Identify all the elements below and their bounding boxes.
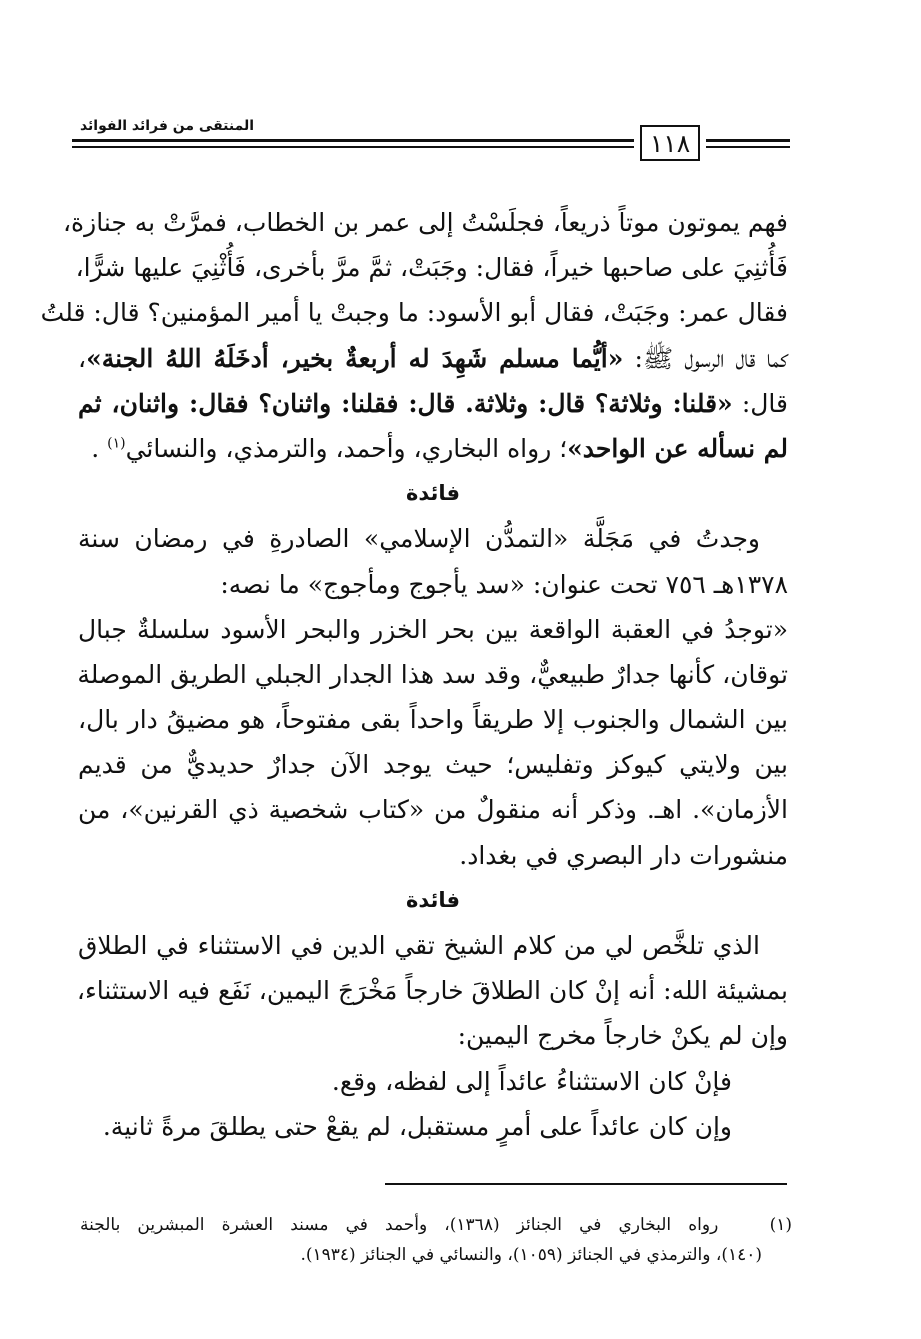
text-fragment: كما قال الرسول ﷺ:	[623, 343, 788, 373]
text-line: فقال عمر: وجَبَتْ، فقال أبو الأسود: ما وجبتْ يا أمير المؤمنين؟ قال: قلتُ	[40, 298, 788, 328]
text-line	[78, 426, 788, 471]
section-heading: فائدة	[405, 481, 461, 506]
running-header-title: المنتقى من فرائد الفوائد	[79, 118, 255, 134]
footnote-line: (١٤٠)، والترمذي في الجنائز (١٠٥٩)، والنسائي في الجنائز (١٩٣٤).	[300, 1245, 762, 1265]
text-line: بين ولايتي كيوكز وتفليس؛ حيث يوجد الآن جدارٌ حديديٌّ من قديم	[78, 750, 788, 780]
text-fragment: .	[91, 433, 100, 463]
text-line: منشورات دار البصري في بغداد.	[459, 840, 788, 870]
footnote-text: رواه البخاري في الجنائز (١٣٦٨)، وأحمد في مسند العشرة المبشرين بالجنة	[80, 1215, 719, 1235]
footnote-reference[interactable]: (١)	[107, 435, 126, 452]
hadith-quote: لم نسأله عن الواحد»	[567, 433, 788, 463]
footnote-marker: (١)	[769, 1215, 792, 1235]
text-fragment: ؛ رواه البخاري، وأحمد، والترمذي، والنسائي	[125, 433, 568, 463]
text-fragment: قال:	[732, 388, 788, 418]
text-line: «توجدُ في العقبة الواقعة بين بحر الخزر والبحر الأسود سلسلةٌ جبال	[78, 614, 788, 644]
text-line: وإن كان عائداً على أمرٍ مستقبل، لم يقعْ حتى يطلقَ مرةً ثانية.	[102, 1111, 732, 1141]
main-text	[40, 200, 788, 1149]
header-rule-right-top	[706, 139, 790, 142]
hadith-quote: «أيُّما مسلم شَهِدَ له أربعةٌ بخير، أدخَلَهُ اللهُ الجنة»	[86, 343, 624, 373]
text-line: الذي تلخَّص لي من كلام الشيخ تقي الدين في الاستثناء في الطلاق	[78, 931, 760, 960]
text-line: وإن لم يكنْ خارجاً مخرج اليمين:	[457, 1021, 788, 1051]
text-line: توقان، كأنها جدارٌ طبيعيٌّ، وقد سد هذا الجدار الجبلي الطريق الموصلة	[77, 659, 788, 689]
header-rule-bottom	[72, 146, 634, 148]
text-line	[78, 336, 788, 381]
text-line: فَأُثنِيَ على صاحبها خيراً، فقال: وجَبَتْ، ثمَّ مرَّ بأخرى، فَأُثْنِيَ عليها شرًّا،	[75, 253, 788, 283]
text-line: وجدتُ في مَجَلَّة «التمدُّن الإسلامي» الصادرةِ في رمضان سنة	[78, 524, 760, 554]
text-line: بين الشمال والجنوب إلا طريقاً واحداً بقى مفتوحاً، هو مضيقُ دار بال،	[78, 705, 788, 735]
text-line: بمشيئة الله: أنه إنْ كان الطلاقَ خارجاً مَخْرَجَ اليمين، نَفَع فيه الاستثناء،	[76, 976, 788, 1006]
footnote-separator	[385, 1183, 787, 1185]
text-line: الأزمان». اهـ. وذكر أنه منقولٌ من «كتاب شخصية ذي القرنين»، من	[78, 795, 788, 825]
section-heading: فائدة	[405, 887, 461, 912]
page-number-box	[640, 125, 700, 161]
text-line: فإنْ كان الاستثناءُ عائداً إلى لفظه، وقع.	[331, 1066, 732, 1096]
header-rule-top	[72, 139, 634, 142]
text-line: فهم يموتون موتاً ذريعاً، فجلَسْتُ إلى عمر بن الخطاب، فمرَّتْ به جنازة،	[62, 208, 788, 237]
footnote-line	[80, 1210, 792, 1240]
header-rule-right-bottom	[706, 146, 790, 148]
footnotes	[80, 1210, 792, 1270]
text-fragment: ،	[78, 343, 87, 373]
text-line	[78, 381, 788, 426]
hadith-quote: «قلنا: وثلاثة؟ قال: وثلاثة. قال: فقلنا: واثنان؟ فقال: واثنان، ثم	[78, 388, 733, 418]
text-line: ١٣٧٨هـ ٧٥٦ تحت عنوان: «سد يأجوج ومأجوج» ما نصه:	[220, 569, 788, 599]
page-number: ١١٨	[649, 128, 691, 158]
